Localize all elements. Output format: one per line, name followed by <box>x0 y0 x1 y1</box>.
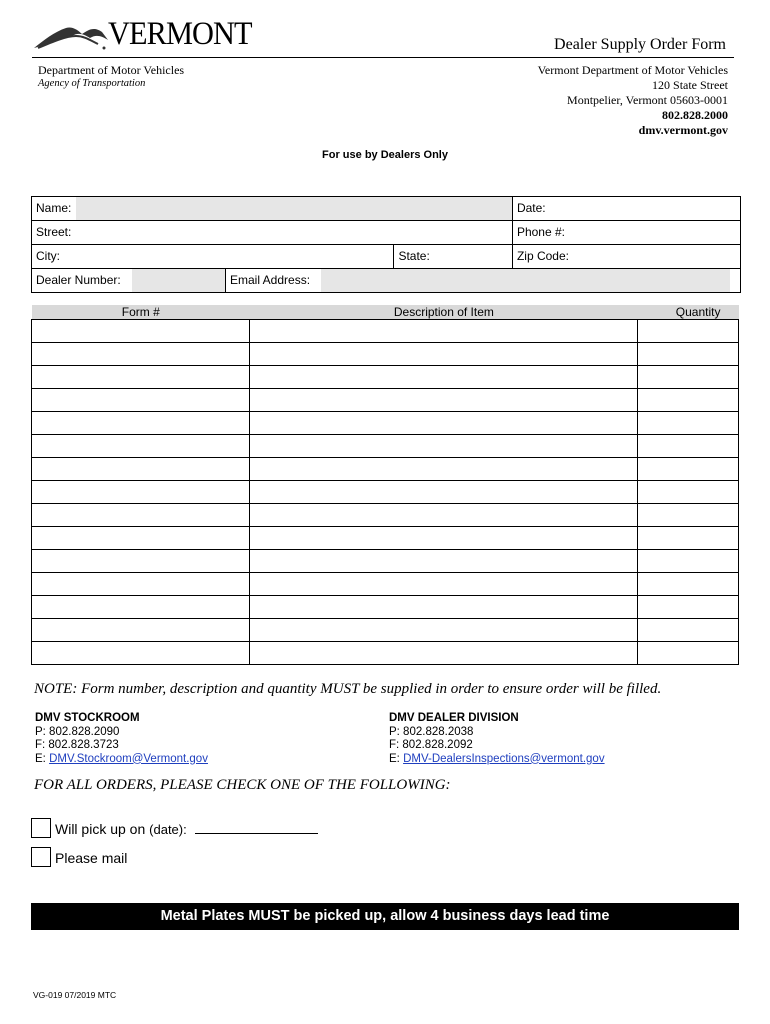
dealer-division-fax: F: 802.828.2092 <box>389 739 473 751</box>
stockroom-contact <box>35 712 208 766</box>
email-label: Email Address: <box>225 269 321 292</box>
form-number-cell[interactable] <box>32 596 250 619</box>
form-number-cell[interactable] <box>32 389 250 412</box>
email-field[interactable] <box>321 269 730 292</box>
form-code-footer: VG-019 07/2019 MTC <box>33 990 117 1000</box>
quantity-cell[interactable] <box>638 619 739 642</box>
form-title: Dealer Supply Order Form <box>554 36 726 53</box>
city-label: City: <box>36 249 60 263</box>
metal-plates-banner: Metal Plates MUST be picked up, allow 4 business days lead time <box>31 903 739 930</box>
vermont-logo-text: VERMONT <box>108 16 252 52</box>
stockroom-email-link[interactable]: DMV.Stockroom@Vermont.gov <box>49 752 208 765</box>
stockroom-email-prefix: E: <box>35 752 50 765</box>
stockroom-title: DMV STOCKROOM <box>35 712 140 724</box>
form-number-cell[interactable] <box>32 366 250 389</box>
agency-name: Agency of Transportation <box>38 78 146 89</box>
description-cell[interactable] <box>250 619 638 642</box>
quantity-cell[interactable] <box>638 343 739 366</box>
form-number-cell[interactable] <box>32 435 250 458</box>
order-items-table <box>31 305 739 665</box>
quantity-cell[interactable] <box>638 481 739 504</box>
pickup-label: Will pick up on <box>55 821 146 837</box>
description-cell[interactable] <box>250 366 638 389</box>
table-row <box>32 389 739 412</box>
department-address <box>538 63 728 138</box>
quantity-cell[interactable] <box>638 573 739 596</box>
description-cell[interactable] <box>250 596 638 619</box>
quantity-cell[interactable] <box>638 435 739 458</box>
phone-label: Phone #: <box>512 221 574 244</box>
address-line-3: Montpelier, Vermont 05603-0001 <box>567 93 728 107</box>
table-row <box>32 596 739 619</box>
description-cell[interactable] <box>250 458 638 481</box>
address-phone: 802.828.2000 <box>662 108 728 122</box>
dealer-division-email-line <box>389 753 605 767</box>
form-number-cell[interactable] <box>32 412 250 435</box>
description-cell[interactable] <box>250 642 638 665</box>
mail-checkbox[interactable] <box>31 847 51 867</box>
table-row <box>32 619 739 642</box>
pickup-date-field[interactable] <box>195 821 318 834</box>
state-field[interactable] <box>437 245 512 268</box>
column-header-form-number: Form # <box>32 305 250 320</box>
quantity-cell[interactable] <box>638 596 739 619</box>
dealer-division-phone: P: 802.828.2038 <box>389 725 474 738</box>
info-row-street <box>32 221 740 245</box>
date-field[interactable] <box>574 197 740 220</box>
table-row <box>32 573 739 596</box>
description-cell[interactable] <box>250 435 638 458</box>
check-one-heading: FOR ALL ORDERS, PLEASE CHECK ONE OF THE FOLLOWING: <box>34 777 451 793</box>
form-number-cell[interactable] <box>32 550 250 573</box>
quantity-cell[interactable] <box>638 320 739 343</box>
header-divider <box>32 57 734 58</box>
form-number-cell[interactable] <box>32 458 250 481</box>
name-label: Name: <box>36 201 72 215</box>
description-cell[interactable] <box>250 412 638 435</box>
stockroom-fax: F: 802.828.3723 <box>35 739 119 751</box>
order-note: NOTE: Form number, description and quantity MUST be supplied in order to ensure order will be filled. <box>34 681 662 697</box>
zip-label: Zip Code: <box>512 245 574 268</box>
dealer-number-label: Dealer Number: <box>36 273 121 287</box>
state-label: State: <box>393 245 437 268</box>
description-cell[interactable] <box>250 573 638 596</box>
mail-label: Please mail <box>55 850 128 866</box>
info-row-name <box>32 197 740 221</box>
table-row <box>32 527 739 550</box>
pickup-date-label: (date): <box>149 822 187 837</box>
table-row <box>32 366 739 389</box>
date-label: Date: <box>512 197 574 220</box>
quantity-cell[interactable] <box>638 366 739 389</box>
description-cell[interactable] <box>250 527 638 550</box>
column-header-quantity: Quantity <box>638 305 739 320</box>
table-row <box>32 435 739 458</box>
pickup-checkbox[interactable] <box>31 818 51 838</box>
stockroom-phone: P: 802.828.2090 <box>35 725 120 738</box>
table-row <box>32 343 739 366</box>
address-line-2: 120 State Street <box>652 78 728 92</box>
table-row <box>32 412 739 435</box>
department-name: Department of Motor Vehicles <box>38 63 185 77</box>
quantity-cell[interactable] <box>638 504 739 527</box>
description-cell[interactable] <box>250 343 638 366</box>
name-field[interactable] <box>76 197 512 220</box>
dealer-division-email-link[interactable]: DMV-DealersInspections@vermont.gov <box>403 752 605 765</box>
form-number-cell[interactable] <box>32 343 250 366</box>
table-header-row <box>32 305 739 320</box>
table-row <box>32 550 739 573</box>
dealer-number-field[interactable] <box>132 269 225 292</box>
stockroom-email-line <box>35 753 208 767</box>
table-row <box>32 481 739 504</box>
address-website: dmv.vermont.gov <box>638 123 728 137</box>
table-row <box>32 458 739 481</box>
street-label: Street: <box>36 225 72 239</box>
quantity-cell[interactable] <box>638 527 739 550</box>
quantity-cell[interactable] <box>638 458 739 481</box>
form-number-cell[interactable] <box>32 642 250 665</box>
dealer-division-email-prefix: E: <box>389 752 404 765</box>
dealers-only-notice: For use by Dealers Only <box>322 149 448 161</box>
dealer-info-form <box>31 196 741 293</box>
department-left <box>38 63 184 91</box>
dealer-division-title: DMV DEALER DIVISION <box>389 712 519 724</box>
dealer-division-contact <box>389 712 605 766</box>
quantity-cell[interactable] <box>638 642 739 665</box>
description-cell[interactable] <box>250 320 638 343</box>
description-cell[interactable] <box>250 504 638 527</box>
quantity-cell[interactable] <box>638 412 739 435</box>
description-cell[interactable] <box>250 550 638 573</box>
table-row <box>32 320 739 343</box>
city-field[interactable] <box>76 245 394 268</box>
quantity-cell[interactable] <box>638 550 739 573</box>
form-number-cell[interactable] <box>32 527 250 550</box>
info-row-city <box>32 245 740 269</box>
form-number-cell[interactable] <box>32 320 250 343</box>
table-row <box>32 642 739 665</box>
table-row <box>32 504 739 527</box>
description-cell[interactable] <box>250 389 638 412</box>
table-body <box>32 320 739 665</box>
description-cell[interactable] <box>250 481 638 504</box>
address-line-1: Vermont Department of Motor Vehicles <box>537 63 728 77</box>
form-number-cell[interactable] <box>32 504 250 527</box>
form-number-cell[interactable] <box>32 481 250 504</box>
info-row-dealer <box>32 269 740 292</box>
pickup-option <box>55 821 318 837</box>
column-header-description: Description of Item <box>250 305 638 320</box>
phone-field[interactable] <box>574 221 740 244</box>
form-number-cell[interactable] <box>32 619 250 642</box>
street-field[interactable] <box>76 221 512 244</box>
quantity-cell[interactable] <box>638 389 739 412</box>
form-number-cell[interactable] <box>32 573 250 596</box>
zip-field[interactable] <box>574 245 740 268</box>
